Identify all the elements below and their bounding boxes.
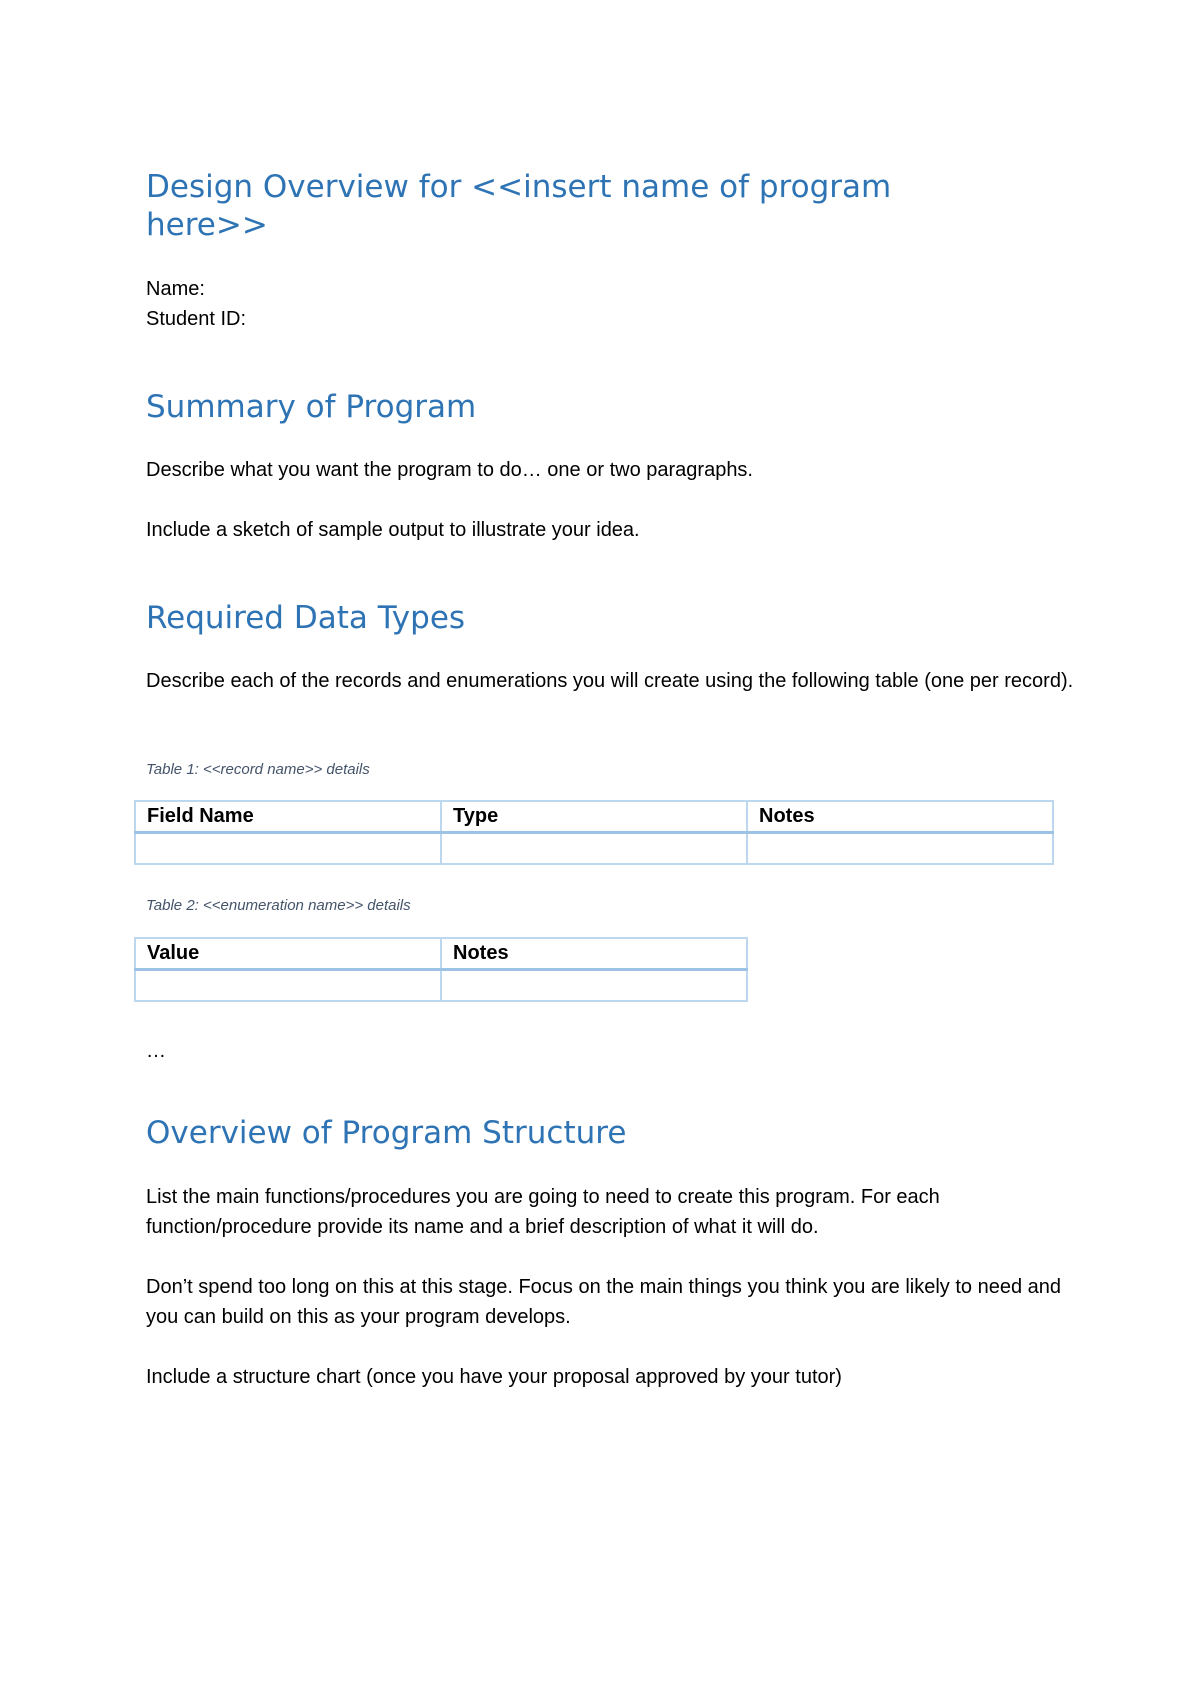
table-row: [135, 970, 747, 1002]
structure-paragraph-2: Don’t spend too long on this at this stage. Focus on the main things you think you are likely to need and you can build on this as your program develops.: [146, 1276, 1062, 1328]
table-cell[interactable]: [441, 970, 747, 1002]
structure-paragraph-1: List the main functions/procedures you are going to need to create this program. For each function/procedure provide its name and a brief description of what it will do.: [146, 1186, 940, 1238]
notes-header: Notes: [441, 938, 747, 970]
field-name-header: Field Name: [135, 801, 441, 833]
student-id-label: Student ID:: [146, 308, 247, 330]
notes-header: Notes: [747, 801, 1053, 833]
table-cell[interactable]: [747, 833, 1053, 865]
structure-heading: Overview of Program Structure: [146, 1115, 627, 1151]
summary-paragraph-2: Include a sketch of sample output to illustrate your idea.: [146, 519, 640, 541]
table-header-row: [135, 938, 747, 970]
type-header: Type: [441, 801, 747, 833]
table-cell[interactable]: [441, 833, 747, 865]
summary-paragraph-1: Describe what you want the program to do… one or two paragraphs.: [146, 459, 753, 481]
table2-caption: Table 2: <<enumeration name>> details: [146, 897, 411, 914]
table-header-row: [135, 801, 1053, 833]
data-types-heading: Required Data Types: [146, 600, 466, 636]
data-types-intro: Describe each of the records and enumerations you will create using the following table (one per record).: [146, 670, 1074, 692]
enumeration-details-table: [134, 937, 748, 1002]
document-title: Design Overview for <<insert name of program here>>: [146, 169, 892, 243]
record-details-table: [134, 800, 1054, 865]
table-cell[interactable]: [135, 833, 441, 865]
table-cell[interactable]: [135, 970, 441, 1002]
value-header: Value: [135, 938, 441, 970]
ellipsis-text: …: [146, 1040, 166, 1062]
structure-paragraph-3: Include a structure chart (once you have your proposal approved by your tutor): [146, 1366, 842, 1388]
name-label: Name:: [146, 278, 205, 300]
table-row: [135, 833, 1053, 865]
summary-heading: Summary of Program: [146, 389, 477, 425]
table1-caption: Table 1: <<record name>> details: [146, 761, 370, 778]
